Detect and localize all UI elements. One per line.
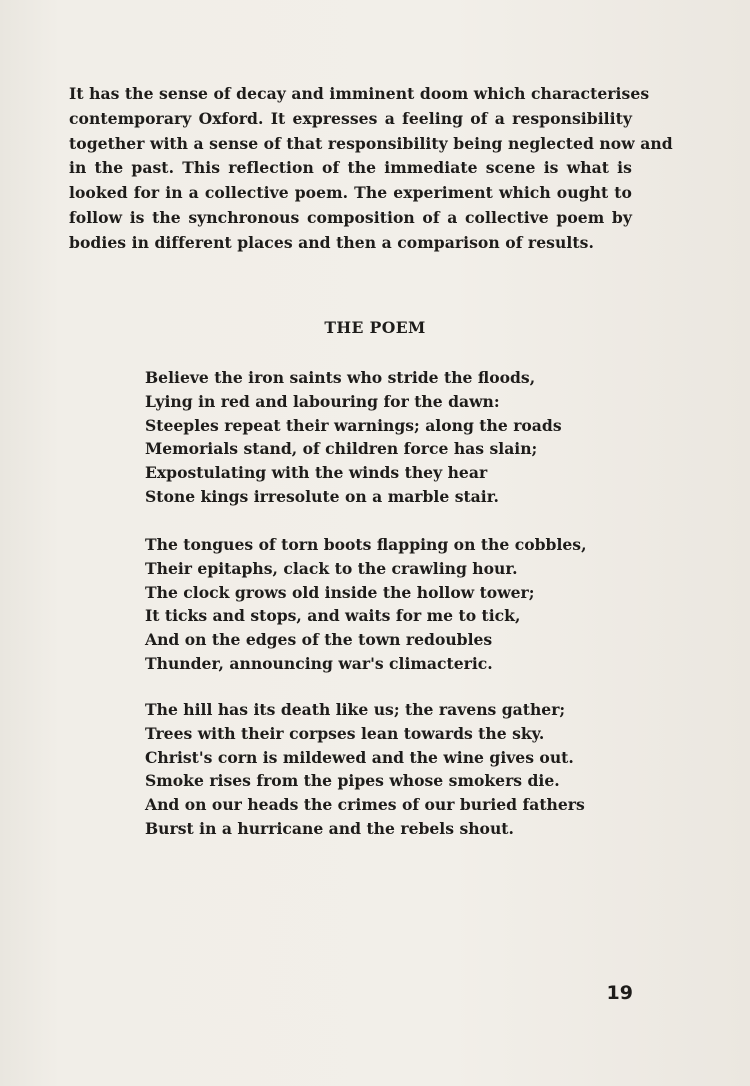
intro-line: together with a sense of that responsibility being neglected now and [69,133,673,153]
verse-line: Thunder, announcing war's climacteric. [145,653,493,673]
verse-line: It ticks and stops, and waits for me to tick, [145,606,521,626]
intro-paragraph [69,82,673,256]
poem-title: THE POEM [324,318,426,337]
verse-line: Lying in red and labouring for the dawn: [145,391,500,411]
page-number: 19 [606,982,633,1004]
poem-stanza-1 [145,366,625,509]
verse-line: Burst in a hurricane and the rebels shout. [145,818,514,838]
verse-line: Steeples repeat their warnings; along the roads [145,415,562,435]
verse-line: Believe the iron saints who stride the floods, [145,368,536,387]
verse-line: Stone kings irresolute on a marble stair. [145,486,499,506]
verse-line: The clock grows old inside the hollow tower; [145,582,535,602]
verse-line: Trees with their corpses lean towards the sky. [145,723,545,743]
intro-line: follow is the synchronous composition of a collective poem by [69,207,632,227]
poem-stanza-2 [145,533,625,676]
verse-line: And on the edges of the town redoubles [145,630,493,650]
intro-line: It has the sense of decay and imminent doom which characterises [69,84,650,103]
verse-line: And on our heads the crimes of our buried fathers [145,795,585,815]
verse-line: Expostulating with the winds they hear [145,463,488,483]
verse-line: Christ's corn is mildewed and the wine gives out. [145,747,574,767]
intro-line: contemporary Oxford. It expresses a feeling of a responsibility [69,108,632,128]
verse-line: The tongues of torn boots flapping on the cobbles, [145,535,587,554]
verse-line: Smoke rises from the pipes whose smokers die. [145,771,560,791]
verse-line: The hill has its death like us; the ravens gather; [145,700,566,719]
intro-line: bodies in different places and then a comparison of results. [69,232,594,252]
poem-stanza-3 [145,698,625,841]
intro-line: looked for in a collective poem. The experiment which ought to [69,183,632,203]
verse-line: Memorials stand, of children force has slain; [145,439,538,459]
verse-line: Their epitaphs, clack to the crawling hour. [145,558,518,578]
intro-line: in the past. This reflection of the immediate scene is what is [69,158,632,178]
